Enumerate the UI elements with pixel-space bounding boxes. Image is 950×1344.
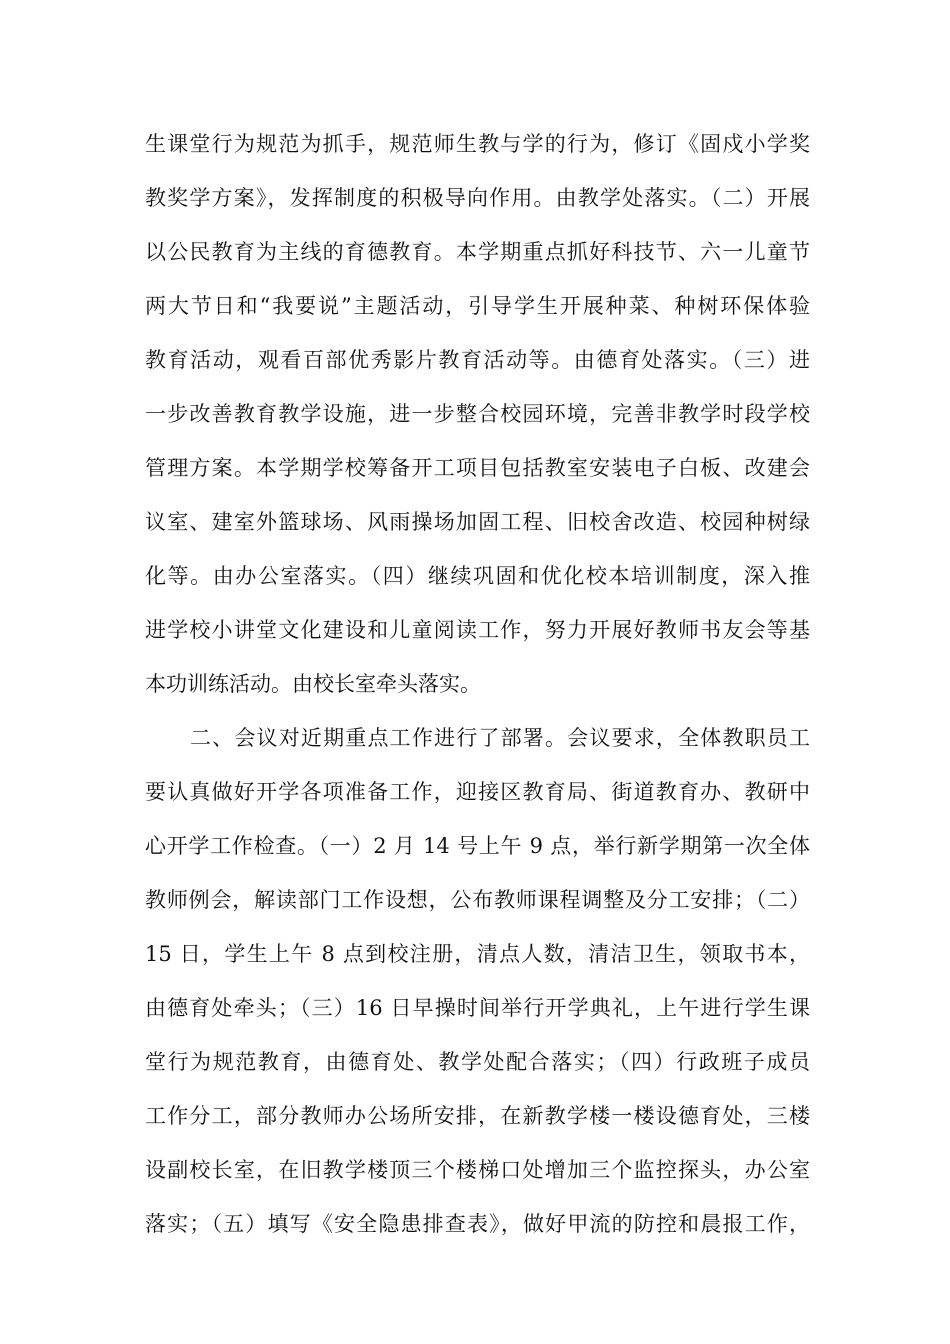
text-line: 工作分工，部分教师办公场所安排，在新教学楼一楼设德育处，三楼 — [145, 1104, 810, 1128]
text-line: 两大节日和“我要说”主题活动，引导学生开展种菜、种树环保体验 — [145, 294, 810, 318]
text-line: 生课堂行为规范为抓手，规范师生教与学的行为，修订《固戍小学奖 — [145, 132, 810, 156]
text-line: 以公民教育为主线的育德教育。本学期重点抓好科技节、六一儿童节 — [145, 240, 810, 264]
text-line: 教育活动，观看百部优秀影片教育活动等。由德育处落实。（三）进 — [145, 348, 810, 372]
text-line: 要认真做好开学各项准备工作，迎接区教育局、街道教育办、教研中 — [145, 780, 810, 804]
text-line: 教师例会，解读部门工作设想，公布教师课程调整及分工安排；（二） — [145, 888, 810, 912]
text-line: 设副校长室，在旧教学楼顶三个楼梯口处增加三个监控探头，办公室 — [145, 1158, 810, 1182]
text-line: 15 日，学生上午 8 点到校注册，清点人数，清洁卫生，领取书本， — [145, 942, 810, 966]
text-line: 教奖学方案》，发挥制度的积极导向作用。由教学处落实。（二）开展 — [145, 186, 810, 210]
text-line: 二、会议对近期重点工作进行了部署。会议要求，全体教职员工 — [190, 726, 810, 750]
text-line: 管理方案。本学期学校筹备开工项目包括教室安装电子白板、改建会 — [145, 456, 810, 480]
text-line: 本功训练活动。由校长室牵头落实。 — [145, 672, 481, 696]
text-line: 心开学工作检查。（一）2 月 14 号上午 9 点，举行新学期第一次全体 — [145, 834, 810, 858]
text-line: 堂行为规范教育，由德育处、教学处配合落实；（四）行政班子成员 — [145, 1050, 810, 1074]
text-line: 化等。由办公室落实。（四）继续巩固和优化校本培训制度，深入推 — [145, 564, 810, 588]
text-line: 一步改善教育教学设施，进一步整合校园环境，完善非教学时段学校 — [145, 402, 810, 426]
text-line: 议室、建室外篮球场、风雨操场加固工程、旧校舍改造、校园种树绿 — [145, 510, 810, 534]
text-line: 落实；（五）填写《安全隐患排查表》，做好甲流的防控和晨报工作， — [145, 1212, 810, 1236]
text-line: 进学校小讲堂文化建设和儿童阅读工作，努力开展好教师书友会等基 — [145, 618, 810, 642]
text-line: 由德育处牵头；（三）16 日早操时间举行开学典礼，上午进行学生课 — [145, 996, 810, 1020]
